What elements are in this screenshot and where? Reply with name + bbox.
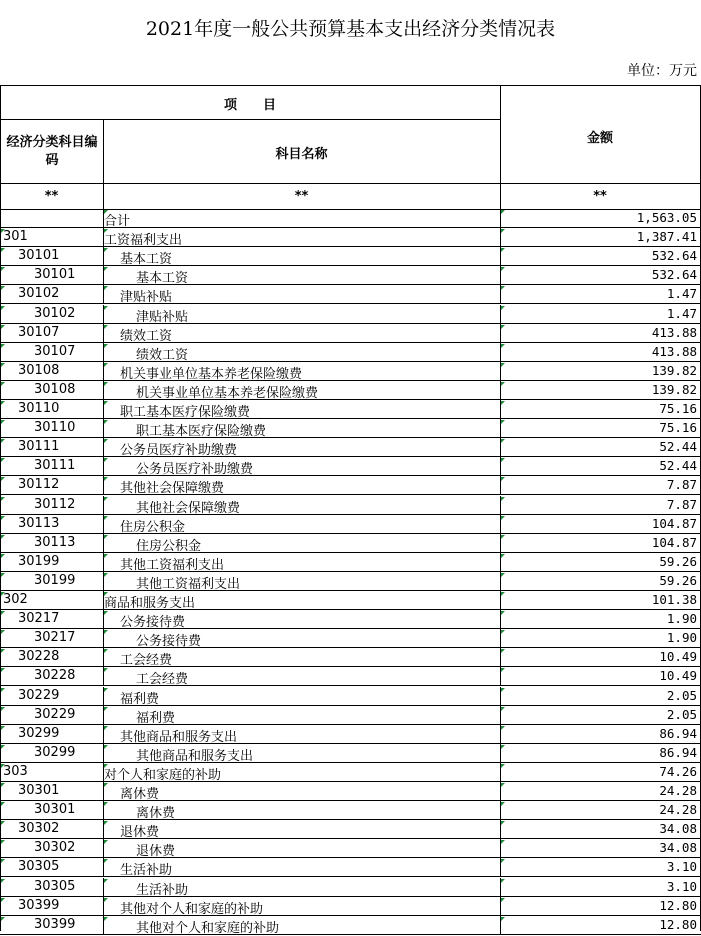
row-name: 基本工资 — [120, 252, 173, 268]
star-name: ** — [294, 189, 309, 204]
star-code: ** — [44, 189, 59, 204]
cell-marker-icon — [1, 783, 5, 787]
cell-marker-icon — [1, 611, 5, 615]
header-divider — [0, 119, 500, 120]
row-code: 30111 — [34, 458, 76, 474]
row-name: 离休费 — [136, 806, 176, 822]
row-amount: 1.47 — [666, 305, 697, 321]
cell-marker-icon — [501, 363, 505, 367]
row-amount: 52.44 — [659, 458, 697, 474]
amount-column-header: 金额 — [586, 131, 613, 146]
header-bottom-border — [0, 183, 701, 184]
cell-marker-icon — [104, 306, 108, 310]
row-name: 公务员医疗补助缴费 — [120, 443, 238, 459]
table-row — [0, 744, 701, 763]
row-name: 其他工资福利支出 — [120, 557, 225, 573]
row-code: 30199 — [34, 572, 76, 588]
cell-marker-icon — [501, 783, 505, 787]
table-row — [0, 400, 701, 419]
row-code: 30107 — [34, 343, 76, 359]
row-name: 其他工资福利支出 — [136, 576, 241, 592]
table-row — [0, 706, 701, 725]
table-row — [0, 515, 701, 534]
cell-marker-icon — [104, 630, 108, 634]
row-code: 30299 — [18, 725, 60, 741]
cell-marker-icon — [501, 917, 505, 921]
row-amount: 59.26 — [659, 572, 697, 588]
cell-marker-icon — [104, 821, 108, 825]
table-row — [0, 228, 701, 247]
row-code: 30299 — [34, 744, 76, 760]
row-code: 30110 — [18, 401, 60, 416]
table-row — [0, 381, 701, 400]
row-name: 生活补助 — [120, 863, 173, 879]
cell-marker-icon — [104, 879, 108, 883]
row-code: 30113 — [18, 515, 60, 531]
row-name: 职工基本医疗保险缴费 — [136, 424, 267, 440]
row-code: 30228 — [18, 649, 60, 665]
cell-marker-icon — [501, 248, 505, 252]
row-code: 30102 — [34, 305, 76, 321]
table-row — [0, 362, 701, 381]
row-code: 30199 — [18, 553, 60, 569]
row-name: 其他商品和服务支出 — [136, 748, 254, 764]
row-code: 30302 — [34, 840, 76, 856]
row-amount: 1.47 — [666, 286, 697, 302]
name-column-header: 科目名称 — [275, 147, 328, 162]
cell-marker-icon — [104, 401, 108, 405]
cell-marker-icon — [501, 286, 505, 290]
cell-marker-icon — [501, 840, 505, 844]
row-amount: 532.64 — [651, 267, 697, 283]
row-code: 30112 — [18, 477, 60, 493]
cell-marker-icon — [501, 764, 505, 768]
table-row — [0, 839, 701, 858]
row-code: 30217 — [18, 611, 60, 627]
cell-marker-icon — [1, 420, 5, 424]
row-name: 基本工资 — [136, 271, 189, 287]
cell-marker-icon — [1, 554, 5, 558]
cell-marker-icon — [501, 535, 505, 539]
cell-marker-icon — [501, 630, 505, 634]
cell-marker-icon — [104, 325, 108, 329]
row-amount: 7.87 — [666, 477, 697, 493]
row-name: 退休费 — [120, 825, 160, 841]
cell-marker-icon — [1, 898, 5, 902]
cell-marker-icon — [501, 707, 505, 711]
cell-marker-icon — [104, 516, 108, 520]
cell-marker-icon — [1, 668, 5, 672]
cell-marker-icon — [501, 516, 505, 520]
table-row — [0, 476, 701, 495]
cell-marker-icon — [501, 439, 505, 443]
row-amount: 12.80 — [659, 897, 697, 913]
cell-marker-icon — [1, 649, 5, 653]
row-border — [0, 934, 701, 935]
table-row — [0, 916, 701, 935]
cell-marker-icon — [1, 306, 5, 310]
cell-marker-icon — [501, 477, 505, 481]
row-amount: 34.08 — [659, 840, 697, 856]
table-row — [0, 305, 701, 324]
table-row — [0, 591, 701, 610]
cell-marker-icon — [104, 611, 108, 615]
row-name: 津贴补贴 — [136, 309, 189, 325]
cell-marker-icon — [1, 859, 5, 863]
table-row — [0, 553, 701, 572]
table-row — [0, 725, 701, 744]
row-code: 30301 — [18, 783, 60, 798]
cell-marker-icon — [104, 267, 108, 271]
cell-marker-icon — [501, 267, 505, 271]
row-code: 30399 — [34, 916, 76, 932]
cell-marker-icon — [1, 248, 5, 252]
table-row — [0, 610, 701, 629]
cell-marker-icon — [501, 821, 505, 825]
cell-marker-icon — [104, 668, 108, 672]
row-name: 福利费 — [120, 691, 160, 707]
table-row — [0, 438, 701, 457]
cell-marker-icon — [501, 344, 505, 348]
row-code: 30229 — [34, 706, 76, 722]
cell-marker-icon — [1, 477, 5, 481]
row-code: 30112 — [34, 496, 76, 512]
row-amount: 139.82 — [651, 362, 697, 378]
code-column-header: 经济分类科目编码 — [6, 135, 98, 168]
unit-label: 单位：万元 — [627, 63, 697, 79]
table-row — [0, 878, 701, 897]
row-code: 302 — [3, 592, 28, 607]
row-name: 商品和服务支出 — [104, 596, 196, 611]
star-amount: ** — [593, 189, 607, 204]
cell-marker-icon — [1, 458, 5, 462]
cell-marker-icon — [1, 344, 5, 348]
table-row — [0, 820, 701, 839]
row-code: 30101 — [34, 267, 76, 283]
table-row — [0, 209, 701, 228]
row-amount: 104.87 — [651, 534, 697, 550]
cell-marker-icon — [104, 458, 108, 462]
cell-marker-icon — [501, 649, 505, 653]
cell-marker-icon — [104, 573, 108, 577]
row-name: 离休费 — [120, 787, 160, 802]
cell-marker-icon — [1, 516, 5, 520]
row-amount: 86.94 — [659, 744, 697, 760]
row-amount: 1,387.41 — [636, 229, 697, 245]
row-amount: 1.90 — [666, 611, 697, 627]
cell-marker-icon — [501, 688, 505, 692]
row-name: 绩效工资 — [120, 328, 173, 344]
row-amount: 59.26 — [659, 553, 697, 569]
table-row — [0, 457, 701, 476]
row-code: 303 — [3, 763, 28, 779]
row-amount: 413.88 — [651, 343, 697, 359]
cell-marker-icon — [501, 325, 505, 329]
row-name: 其他对个人和家庭的补助 — [120, 901, 264, 917]
row-code: 30107 — [18, 324, 60, 340]
table-top-border — [0, 85, 701, 86]
cell-marker-icon — [104, 382, 108, 386]
table-row — [0, 897, 701, 916]
cell-marker-icon — [104, 840, 108, 844]
cell-marker-icon — [104, 783, 108, 787]
row-name: 工会经费 — [136, 672, 189, 688]
table-row — [0, 858, 701, 877]
table-row — [0, 266, 701, 285]
cell-marker-icon — [501, 573, 505, 577]
row-code: 30102 — [18, 286, 60, 302]
cell-marker-icon — [501, 611, 505, 615]
row-name: 职工基本医疗保险缴费 — [120, 405, 251, 420]
row-name: 公务接待费 — [120, 615, 186, 631]
table-row — [0, 534, 701, 553]
cell-marker-icon — [1, 401, 5, 405]
cell-marker-icon — [104, 859, 108, 863]
row-code: 30305 — [34, 878, 76, 894]
cell-marker-icon — [1, 286, 5, 290]
row-name: 福利费 — [136, 710, 176, 726]
cell-marker-icon — [501, 210, 505, 214]
cell-marker-icon — [1, 267, 5, 271]
cell-marker-icon — [501, 668, 505, 672]
table-row — [0, 247, 701, 266]
row-name: 生活补助 — [136, 882, 189, 898]
cell-marker-icon — [104, 554, 108, 558]
row-name: 公务接待费 — [136, 634, 202, 650]
row-name: 公务员医疗补助缴费 — [136, 462, 254, 478]
row-amount: 139.82 — [651, 381, 697, 397]
cell-marker-icon — [501, 229, 505, 233]
cell-marker-icon — [1, 917, 5, 921]
cell-marker-icon — [501, 859, 505, 863]
row-amount: 10.49 — [659, 668, 697, 684]
cell-marker-icon — [104, 707, 108, 711]
table-row — [0, 801, 701, 820]
row-amount: 2.05 — [666, 687, 697, 703]
cell-marker-icon — [104, 497, 108, 501]
row-amount: 75.16 — [659, 420, 697, 436]
row-code: 30217 — [34, 630, 76, 646]
cell-marker-icon — [501, 592, 505, 596]
page-title: 2021年度一般公共预算基本支出经济分类情况表 — [145, 18, 556, 40]
row-code: 30113 — [34, 534, 76, 550]
row-name: 住房公积金 — [136, 538, 202, 554]
row-code: 30229 — [18, 687, 60, 703]
row-name: 合计 — [104, 214, 131, 229]
table-row — [0, 667, 701, 686]
cell-marker-icon — [501, 458, 505, 462]
row-amount: 24.28 — [659, 783, 697, 798]
row-amount: 10.49 — [659, 649, 697, 665]
table-row — [0, 324, 701, 343]
cell-marker-icon — [1, 879, 5, 883]
row-code: 30301 — [34, 802, 76, 818]
row-amount: 1,563.05 — [636, 210, 697, 225]
cell-marker-icon — [104, 286, 108, 290]
row-amount: 86.94 — [659, 725, 697, 741]
table-row — [0, 572, 701, 591]
row-code: 30110 — [34, 420, 76, 436]
cell-marker-icon — [104, 535, 108, 539]
row-name: 津贴补贴 — [120, 290, 173, 306]
cell-marker-icon — [1, 363, 5, 367]
row-amount: 3.10 — [666, 859, 697, 875]
table-row — [0, 343, 701, 362]
row-code: 30101 — [18, 248, 60, 264]
cell-marker-icon — [1, 840, 5, 844]
row-code: 30111 — [18, 439, 60, 455]
row-amount: 3.10 — [666, 878, 697, 894]
cell-marker-icon — [501, 879, 505, 883]
table-row — [0, 648, 701, 667]
cell-marker-icon — [104, 248, 108, 252]
row-name: 其他社会保障缴费 — [136, 500, 241, 516]
cell-marker-icon — [1, 688, 5, 692]
row-amount: 75.16 — [659, 401, 697, 416]
row-name: 工会经费 — [120, 653, 173, 669]
cell-marker-icon — [1, 802, 5, 806]
row-amount: 413.88 — [651, 324, 697, 340]
table-row — [0, 285, 701, 304]
cell-marker-icon — [1, 497, 5, 501]
cell-marker-icon — [104, 649, 108, 653]
table-row — [0, 782, 701, 801]
cell-marker-icon — [501, 401, 505, 405]
row-name: 其他对个人和家庭的补助 — [136, 920, 280, 936]
cell-marker-icon — [1, 535, 5, 539]
table-row — [0, 419, 701, 438]
table-row — [0, 763, 701, 782]
row-name: 住房公积金 — [120, 519, 186, 535]
cell-marker-icon — [1, 325, 5, 329]
expenditure-table — [0, 85, 701, 936]
row-name: 工资福利支出 — [104, 233, 183, 249]
cell-marker-icon — [1, 382, 5, 386]
cell-marker-icon — [1, 821, 5, 825]
cell-marker-icon — [1, 707, 5, 711]
row-code: 30399 — [18, 897, 60, 913]
row-code: 30108 — [18, 362, 60, 378]
cell-marker-icon — [501, 898, 505, 902]
cell-marker-icon — [1, 439, 5, 443]
project-header: 项 目 — [223, 98, 276, 113]
row-name: 其他商品和服务支出 — [120, 729, 238, 745]
cell-marker-icon — [104, 802, 108, 806]
cell-marker-icon — [1, 573, 5, 577]
table-row — [0, 496, 701, 515]
row-code: 30302 — [18, 821, 60, 837]
row-amount: 34.08 — [659, 821, 697, 837]
row-code: 301 — [3, 229, 28, 245]
row-name: 退休费 — [136, 844, 176, 860]
cell-marker-icon — [1, 630, 5, 634]
cell-marker-icon — [501, 306, 505, 310]
row-name: 机关事业单位基本养老保险缴费 — [136, 385, 319, 401]
cell-marker-icon — [1, 745, 5, 749]
row-name: 绩效工资 — [136, 347, 189, 363]
cell-marker-icon — [501, 497, 505, 501]
row-amount: 52.44 — [659, 439, 697, 455]
row-amount: 74.26 — [659, 763, 697, 779]
cell-marker-icon — [104, 420, 108, 424]
row-amount: 104.87 — [651, 515, 697, 531]
cell-marker-icon — [104, 898, 108, 902]
cell-marker-icon — [104, 745, 108, 749]
cell-marker-icon — [104, 363, 108, 367]
row-amount: 2.05 — [666, 706, 697, 722]
cell-marker-icon — [104, 439, 108, 443]
row-code: 30108 — [34, 381, 76, 397]
cell-marker-icon — [501, 726, 505, 730]
cell-marker-icon — [104, 726, 108, 730]
cell-marker-icon — [104, 344, 108, 348]
table-row — [0, 629, 701, 648]
row-code: 30305 — [18, 859, 60, 875]
row-amount: 7.87 — [666, 496, 697, 512]
cell-marker-icon — [1, 726, 5, 730]
row-amount: 532.64 — [651, 248, 697, 264]
row-amount: 24.28 — [659, 802, 697, 818]
row-name: 对个人和家庭的补助 — [104, 767, 222, 783]
cell-marker-icon — [501, 420, 505, 424]
row-name: 其他社会保障缴费 — [120, 481, 225, 497]
cell-marker-icon — [501, 382, 505, 386]
row-name: 机关事业单位基本养老保险缴费 — [120, 366, 303, 382]
row-code: 30228 — [34, 668, 76, 684]
cell-marker-icon — [501, 554, 505, 558]
cell-marker-icon — [501, 802, 505, 806]
row-amount: 1.90 — [666, 630, 697, 646]
cell-marker-icon — [104, 688, 108, 692]
row-amount: 12.80 — [659, 916, 697, 932]
cell-marker-icon — [501, 745, 505, 749]
cell-marker-icon — [104, 477, 108, 481]
table-row — [0, 687, 701, 706]
cell-marker-icon — [104, 917, 108, 921]
row-amount: 101.38 — [651, 592, 697, 607]
